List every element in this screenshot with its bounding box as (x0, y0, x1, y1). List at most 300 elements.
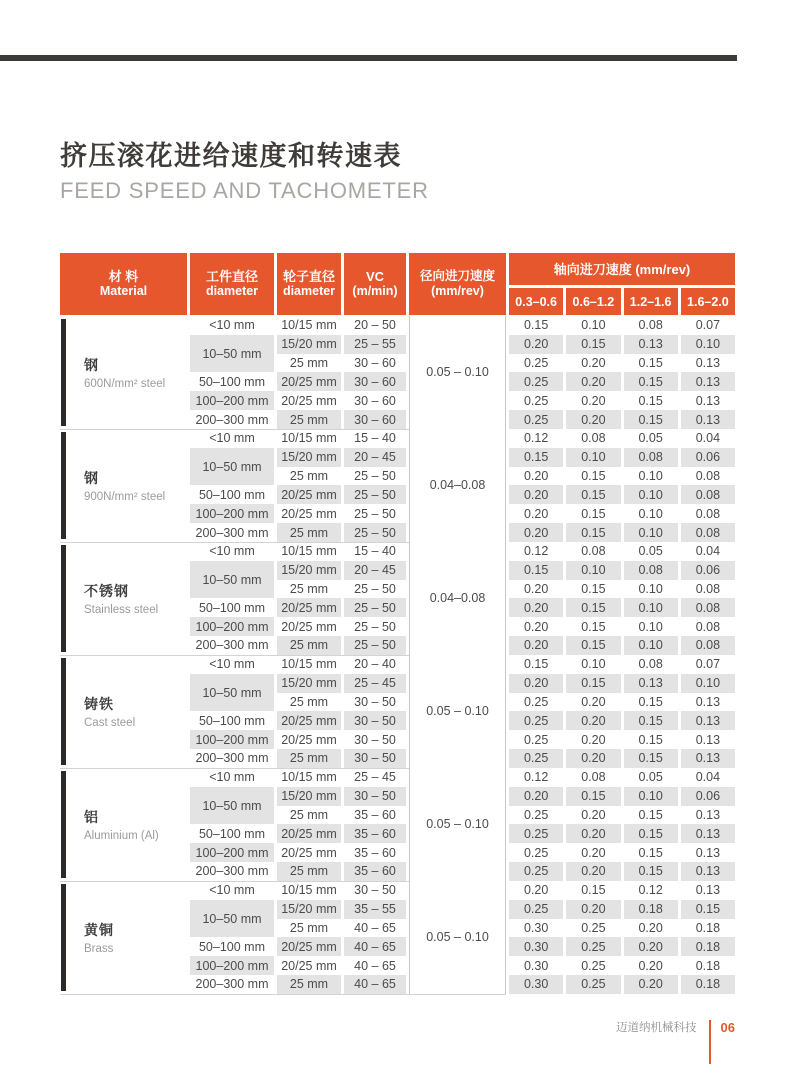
wheel-diameter-cell: 20/25 mm (277, 937, 341, 956)
vc-cell: 25 – 45 (354, 770, 396, 785)
axial-feed-cell: 0.20 (523, 883, 549, 898)
workpiece-diameter-cell: 50–100 mm (198, 939, 265, 954)
header-vc-line1: VC (365, 269, 385, 284)
header-wheel-diameter (277, 253, 341, 315)
vc-cell: 30 – 50 (354, 883, 396, 898)
wheel-diameter-cell: 25 mm (289, 807, 329, 822)
axial-feed-cell: 0.08 (681, 485, 735, 504)
vc-cell: 30 – 60 (344, 410, 406, 429)
axial-feed-cell: 0.20 (566, 862, 620, 881)
axial-feed-cell: 0.10 (681, 335, 735, 354)
page-number: 06 (720, 1020, 735, 1035)
header-workpiece-en: diameter (205, 284, 259, 298)
footer-divider-line (709, 1020, 711, 1064)
workpiece-diameter-cell: <10 mm (209, 657, 255, 672)
workpiece-diameter-cell: <10 mm (209, 544, 255, 559)
workpiece-diameter-cell: 50–100 mm (198, 826, 265, 841)
material-cell (60, 655, 187, 768)
axial-feed-cell: 0.30 (523, 920, 549, 935)
header-axial-range-3: 1.2–1.6 (624, 288, 678, 315)
vc-cell: 25 – 45 (344, 674, 406, 693)
header-radial-en: (mm/rev) (431, 284, 484, 298)
axial-feed-cell: 0.18 (681, 937, 735, 956)
vc-cell: 25 – 50 (354, 582, 396, 596)
wheel-diameter-cell: 15/20 mm (277, 900, 341, 919)
axial-feed-cell: 0.18 (681, 975, 735, 994)
vc-cell: 30 – 50 (354, 732, 396, 747)
axial-feed-cell: 0.20 (581, 356, 606, 371)
axial-feed-cell: 0.13 (695, 356, 721, 371)
axial-feed-cell: 0.04 (695, 544, 721, 559)
material-name-en: 900N/mm² steel (84, 490, 166, 503)
workpiece-diameter-cell: 100–200 mm (190, 730, 274, 749)
axial-feed-cell: 0.15 (566, 485, 620, 504)
axial-feed-cell: 0.15 (624, 410, 678, 429)
axial-feed-cell: 0.20 (523, 469, 549, 484)
workpiece-diameter-cell: 200–300 mm (195, 525, 269, 540)
axial-feed-cell: 0.08 (624, 561, 678, 580)
axial-feed-cell: 0.08 (695, 469, 721, 484)
header-workpiece-diameter (190, 253, 274, 315)
axial-feed-cell: 0.20 (509, 598, 563, 617)
axial-feed-cell: 0.10 (581, 318, 606, 333)
axial-feed-cell: 0.30 (509, 937, 563, 956)
axial-feed-cell: 0.10 (624, 485, 678, 504)
vc-cell: 25 – 50 (354, 469, 396, 484)
axial-feed-cell: 0.20 (566, 711, 620, 730)
axial-feed-cell: 0.20 (566, 372, 620, 391)
vc-cell: 25 – 50 (344, 636, 406, 655)
axial-feed-cell: 0.25 (509, 410, 563, 429)
axial-feed-cell: 0.08 (695, 506, 721, 521)
axial-feed-cell: 0.25 (523, 694, 549, 709)
axial-feed-cell: 0.10 (638, 469, 663, 484)
material-group-0 (60, 316, 735, 429)
axial-feed-cell: 0.15 (638, 807, 663, 822)
wheel-diameter-cell: 20/25 mm (281, 732, 337, 747)
vc-cell: 40 – 65 (344, 975, 406, 994)
material-group-5 (60, 881, 735, 994)
axial-feed-cell: 0.25 (509, 824, 563, 843)
material-name-zh: 不锈钢 (84, 582, 129, 599)
axial-feed-cell: 0.13 (681, 824, 735, 843)
header-radial-feed (409, 253, 506, 315)
material-cell (60, 881, 187, 994)
axial-feed-cell: 0.15 (566, 335, 620, 354)
axial-feed-cell: 0.15 (566, 674, 620, 693)
wheel-diameter-cell: 10/15 mm (281, 544, 337, 559)
axial-feed-cell: 0.13 (681, 749, 735, 768)
vc-cell: 15 – 40 (354, 544, 396, 559)
vc-cell: 25 – 50 (344, 523, 406, 542)
axial-feed-cell: 0.04 (695, 431, 721, 446)
radial-feed-cell: 0.05 – 0.10 (409, 316, 506, 429)
vc-cell: 20 – 45 (344, 448, 406, 467)
top-rule-bar (0, 55, 737, 61)
footer-company-name: 迈道纳机械科技 (616, 1022, 697, 1034)
axial-feed-cell: 0.08 (624, 448, 678, 467)
axial-feed-cell: 0.05 (638, 544, 663, 559)
axial-feed-cell: 0.20 (523, 582, 549, 596)
material-name-zh: 钢 (84, 356, 99, 373)
axial-feed-cell: 0.13 (695, 694, 721, 709)
workpiece-diameter-cell: 100–200 mm (190, 391, 274, 410)
wheel-diameter-cell: 20/25 mm (277, 824, 341, 843)
axial-feed-cell: 0.15 (509, 561, 563, 580)
workpiece-diameter-cell: 100–200 mm (190, 843, 274, 862)
axial-feed-cell: 0.15 (624, 749, 678, 768)
header-vc-line2: (m/min) (352, 284, 398, 298)
axial-feed-cell: 0.20 (509, 523, 563, 542)
axial-feed-cell: 0.20 (638, 920, 663, 935)
workpiece-diameter-cell: 50–100 mm (198, 374, 265, 389)
vc-cell: 30 – 60 (344, 372, 406, 391)
material-cell (60, 768, 187, 881)
axial-feed-cell: 0.20 (581, 694, 606, 709)
axial-feed-cell: 0.12 (523, 770, 549, 785)
axial-feed-cell: 0.20 (509, 787, 563, 806)
workpiece-diameter-cell: 10–50 mm (190, 561, 274, 599)
header-wheel-zh: 轮子直径 (282, 269, 335, 284)
header-material-zh: 材 料 (108, 269, 139, 284)
vc-cell: 25 – 50 (344, 598, 406, 617)
axial-feed-cell: 0.08 (581, 544, 606, 559)
workpiece-diameter-cell: 50–100 mm (198, 713, 265, 728)
workpiece-diameter-cell: 200–300 mm (195, 638, 269, 653)
radial-feed-cell: 0.04–0.08 (409, 429, 506, 542)
vc-cell: 30 – 60 (354, 356, 396, 371)
vc-cell: 25 – 50 (344, 485, 406, 504)
wheel-diameter-cell: 20/25 mm (277, 485, 341, 504)
axial-feed-cell: 0.30 (509, 975, 563, 994)
material-name-zh: 铝 (84, 808, 99, 825)
wheel-diameter-cell: 15/20 mm (277, 561, 341, 580)
axial-feed-cell: 0.12 (523, 431, 549, 446)
axial-feed-cell: 0.06 (681, 448, 735, 467)
axial-feed-cell: 0.20 (566, 824, 620, 843)
table-body (60, 316, 735, 994)
header-axial-range-4: 1.6–2.0 (681, 288, 735, 315)
vc-cell: 40 – 65 (344, 937, 406, 956)
wheel-diameter-cell: 20/25 mm (277, 372, 341, 391)
workpiece-diameter-cell: 100–200 mm (190, 504, 274, 523)
workpiece-diameter-cell: 10–50 mm (190, 335, 274, 373)
wheel-diameter-cell: 15/20 mm (277, 335, 341, 354)
axial-feed-cell: 0.30 (523, 958, 549, 973)
axial-feed-cell: 0.12 (638, 883, 663, 898)
axial-feed-cell: 0.15 (581, 582, 606, 596)
axial-feed-cell: 0.08 (681, 636, 735, 655)
wheel-diameter-cell: 20/25 mm (281, 619, 337, 634)
axial-feed-cell: 0.13 (624, 335, 678, 354)
axial-feed-cell: 0.13 (695, 732, 721, 747)
axial-feed-cell: 0.25 (509, 711, 563, 730)
axial-feed-cell: 0.25 (523, 732, 549, 747)
axial-feed-cell: 0.20 (566, 749, 620, 768)
header-wheel-en: diameter (282, 284, 336, 298)
axial-feed-cell: 0.15 (566, 636, 620, 655)
wheel-diameter-cell: 25 mm (277, 636, 341, 655)
vc-cell: 30 – 50 (344, 711, 406, 730)
axial-feed-cell: 0.15 (638, 393, 663, 408)
axial-feed-cell: 0.08 (695, 582, 721, 596)
axial-feed-cell: 0.13 (695, 807, 721, 822)
page-title-zh: 挤压滚花进给速度和转速表 (60, 141, 402, 171)
wheel-diameter-cell: 25 mm (277, 975, 341, 994)
header-axial-label: 轴向进刀速度 (mm/rev) (553, 261, 691, 277)
title-block (60, 134, 429, 204)
axial-feed-cell: 0.20 (566, 900, 620, 919)
vc-cell: 20 – 40 (354, 657, 396, 672)
wheel-diameter-cell: 20/25 mm (277, 598, 341, 617)
axial-feed-cell: 0.15 (624, 862, 678, 881)
axial-feed-cell: 0.20 (581, 732, 606, 747)
axial-feed-cell: 0.20 (523, 619, 549, 634)
wheel-diameter-cell: 15/20 mm (277, 448, 341, 467)
workpiece-diameter-cell: <10 mm (209, 318, 255, 333)
axial-feed-cell: 0.25 (523, 845, 549, 860)
vc-cell: 30 – 50 (344, 749, 406, 768)
axial-feed-cell: 0.13 (695, 883, 721, 898)
workpiece-diameter-cell: 200–300 mm (195, 412, 269, 427)
axial-feed-cell: 0.15 (638, 694, 663, 709)
vc-cell: 35 – 60 (344, 862, 406, 881)
wheel-diameter-cell: 10/15 mm (281, 883, 337, 898)
axial-feed-cell: 0.15 (681, 900, 735, 919)
axial-feed-cell: 0.13 (624, 674, 678, 693)
axial-feed-cell: 0.10 (681, 674, 735, 693)
vc-cell: 40 – 65 (354, 920, 396, 935)
axial-feed-cell: 0.15 (523, 657, 549, 672)
material-accent-bar (61, 319, 66, 426)
workpiece-diameter-cell: 10–50 mm (190, 900, 274, 938)
workpiece-diameter-cell: 10–50 mm (190, 448, 274, 486)
axial-feed-cell: 0.15 (566, 523, 620, 542)
wheel-diameter-cell: 20/25 mm (277, 711, 341, 730)
wheel-diameter-cell: 25 mm (289, 356, 329, 371)
workpiece-diameter-cell: 200–300 mm (195, 864, 269, 879)
vc-cell: 35 – 60 (354, 807, 396, 822)
material-cell (60, 429, 187, 542)
wheel-diameter-cell: 20/25 mm (281, 845, 337, 860)
axial-feed-cell: 0.25 (581, 958, 606, 973)
workpiece-diameter-cell: 10–50 mm (190, 787, 274, 825)
workpiece-diameter-cell: 10–50 mm (190, 674, 274, 712)
axial-feed-cell: 0.18 (624, 900, 678, 919)
axial-feed-cell: 0.13 (681, 372, 735, 391)
workpiece-diameter-cell: <10 mm (209, 431, 255, 446)
axial-feed-cell: 0.20 (638, 958, 663, 973)
wheel-diameter-cell: 15/20 mm (277, 787, 341, 806)
wheel-diameter-cell: 10/15 mm (281, 657, 337, 672)
vc-cell: 25 – 50 (354, 619, 396, 634)
radial-feed-cell: 0.05 – 0.10 (409, 655, 506, 768)
radial-feed-cell: 0.04–0.08 (409, 542, 506, 655)
axial-feed-cell: 0.10 (581, 657, 606, 672)
axial-feed-cell: 0.15 (581, 619, 606, 634)
material-group-1 (60, 429, 735, 542)
axial-feed-cell: 0.15 (624, 711, 678, 730)
axial-feed-cell: 0.18 (695, 958, 721, 973)
axial-feed-cell: 0.05 (638, 431, 663, 446)
axial-feed-cell: 0.06 (681, 561, 735, 580)
material-name-zh: 钢 (84, 469, 99, 486)
wheel-diameter-cell: 20/25 mm (281, 393, 337, 408)
axial-feed-cell: 0.25 (509, 900, 563, 919)
workpiece-diameter-cell: 200–300 mm (195, 977, 269, 992)
vc-cell: 25 – 55 (344, 335, 406, 354)
axial-feed-cell: 0.10 (624, 787, 678, 806)
axial-feed-cell: 0.08 (581, 431, 606, 446)
header-material (60, 253, 187, 315)
material-group-3 (60, 655, 735, 768)
wheel-diameter-cell: 10/15 mm (281, 770, 337, 785)
vc-cell: 35 – 60 (354, 845, 396, 860)
workpiece-diameter-cell: 100–200 mm (190, 956, 274, 975)
axial-feed-cell: 0.25 (523, 807, 549, 822)
axial-feed-cell: 0.08 (581, 770, 606, 785)
axial-feed-cell: 0.15 (581, 883, 606, 898)
axial-feed-cell: 0.25 (509, 862, 563, 881)
workpiece-diameter-cell: 50–100 mm (198, 600, 265, 615)
workpiece-diameter-cell: 100–200 mm (190, 617, 274, 636)
wheel-diameter-cell: 10/15 mm (281, 431, 337, 446)
axial-feed-cell: 0.20 (581, 845, 606, 860)
axial-feed-cell: 0.20 (624, 975, 678, 994)
axial-feed-cell: 0.10 (566, 561, 620, 580)
axial-feed-cell: 0.20 (581, 807, 606, 822)
axial-feed-cell: 0.25 (566, 937, 620, 956)
axial-feed-cell: 0.13 (681, 711, 735, 730)
material-cell (60, 316, 187, 429)
wheel-diameter-cell: 15/20 mm (277, 674, 341, 693)
vc-cell: 20 – 45 (344, 561, 406, 580)
vc-cell: 35 – 60 (344, 824, 406, 843)
axial-feed-cell: 0.20 (624, 937, 678, 956)
axial-feed-cell: 0.10 (638, 506, 663, 521)
axial-feed-cell: 0.15 (638, 845, 663, 860)
axial-feed-cell: 0.10 (638, 582, 663, 596)
vc-cell: 15 – 40 (354, 431, 396, 446)
wheel-diameter-cell: 25 mm (289, 920, 329, 935)
page-title-en: FEED SPEED AND TACHOMETER (60, 178, 429, 203)
wheel-diameter-cell: 25 mm (277, 523, 341, 542)
axial-feed-cell: 0.08 (695, 619, 721, 634)
wheel-diameter-cell: 25 mm (277, 749, 341, 768)
axial-feed-cell: 0.20 (509, 674, 563, 693)
axial-feed-cell: 0.10 (624, 598, 678, 617)
material-cell (60, 542, 187, 655)
axial-feed-cell: 0.15 (581, 469, 606, 484)
axial-feed-cell: 0.20 (509, 636, 563, 655)
axial-feed-cell: 0.25 (566, 975, 620, 994)
axial-feed-cell: 0.25 (509, 372, 563, 391)
axial-feed-cell: 0.08 (638, 657, 663, 672)
material-name-en: Brass (84, 942, 114, 955)
axial-feed-cell: 0.12 (523, 544, 549, 559)
axial-feed-cell: 0.10 (624, 636, 678, 655)
feed-speed-table (60, 253, 735, 994)
axial-feed-cell: 0.08 (681, 523, 735, 542)
axial-feed-cell: 0.15 (566, 787, 620, 806)
axial-feed-cell: 0.13 (695, 845, 721, 860)
table-header (60, 253, 735, 315)
axial-feed-cell: 0.15 (638, 356, 663, 371)
material-accent-bar (61, 771, 66, 878)
vc-cell: 35 – 55 (344, 900, 406, 919)
material-group-2 (60, 542, 735, 655)
axial-feed-cell: 0.25 (509, 749, 563, 768)
axial-feed-cell: 0.10 (638, 619, 663, 634)
material-accent-bar (61, 545, 66, 652)
material-name-en: 600N/mm² steel (84, 377, 166, 390)
wheel-diameter-cell: 25 mm (289, 582, 329, 596)
material-name-zh: 黄铜 (84, 921, 114, 938)
wheel-diameter-cell: 25 mm (277, 862, 341, 881)
axial-feed-cell: 0.07 (695, 318, 721, 333)
axial-feed-cell: 0.20 (509, 485, 563, 504)
axial-feed-cell: 0.15 (523, 318, 549, 333)
workpiece-diameter-cell: 200–300 mm (195, 751, 269, 766)
axial-feed-cell: 0.10 (624, 523, 678, 542)
material-name-en: Aluminium (Al) (84, 829, 159, 842)
material-accent-bar (61, 658, 66, 765)
axial-feed-cell: 0.08 (681, 598, 735, 617)
header-axial-range-1: 0.3–0.6 (509, 288, 563, 315)
axial-feed-cell: 0.04 (695, 770, 721, 785)
axial-feed-cell: 0.20 (523, 506, 549, 521)
axial-feed-cell: 0.15 (638, 732, 663, 747)
vc-cell: 20 – 50 (354, 318, 396, 333)
wheel-diameter-cell: 20/25 mm (281, 958, 337, 973)
material-group-4 (60, 768, 735, 881)
axial-feed-cell: 0.13 (681, 410, 735, 429)
header-axial-feed-group (509, 253, 735, 285)
header-radial-zh: 径向进刀速度 (419, 269, 495, 283)
wheel-diameter-cell: 25 mm (289, 694, 329, 709)
vc-cell: 30 – 50 (354, 694, 396, 709)
axial-feed-cell: 0.25 (581, 920, 606, 935)
header-material-en: Material (99, 284, 148, 298)
axial-feed-cell: 0.20 (509, 335, 563, 354)
workpiece-diameter-cell: <10 mm (209, 770, 255, 785)
page-footer (616, 1020, 735, 1064)
axial-feed-cell: 0.15 (624, 824, 678, 843)
axial-feed-cell: 0.20 (581, 393, 606, 408)
radial-feed-cell: 0.05 – 0.10 (409, 768, 506, 881)
vc-cell: 40 – 65 (354, 958, 396, 973)
header-vc (344, 253, 406, 315)
vc-cell: 30 – 60 (354, 393, 396, 408)
wheel-diameter-cell: 25 mm (277, 410, 341, 429)
axial-feed-cell: 0.13 (681, 862, 735, 881)
header-axial-range-2: 0.6–1.2 (566, 288, 620, 315)
vc-cell: 30 – 50 (344, 787, 406, 806)
workpiece-diameter-cell: <10 mm (209, 883, 255, 898)
axial-feed-cell: 0.20 (566, 410, 620, 429)
axial-feed-cell: 0.18 (695, 920, 721, 935)
axial-feed-cell: 0.15 (509, 448, 563, 467)
axial-feed-cell: 0.13 (695, 393, 721, 408)
axial-feed-cell: 0.25 (523, 356, 549, 371)
vc-cell: 25 – 50 (354, 506, 396, 521)
wheel-diameter-cell: 25 mm (289, 469, 329, 484)
material-accent-bar (61, 884, 66, 991)
axial-feed-cell: 0.10 (566, 448, 620, 467)
header-workpiece-zh: 工件直径 (205, 269, 258, 284)
axial-feed-cell: 0.05 (638, 770, 663, 785)
axial-feed-cell: 0.07 (695, 657, 721, 672)
